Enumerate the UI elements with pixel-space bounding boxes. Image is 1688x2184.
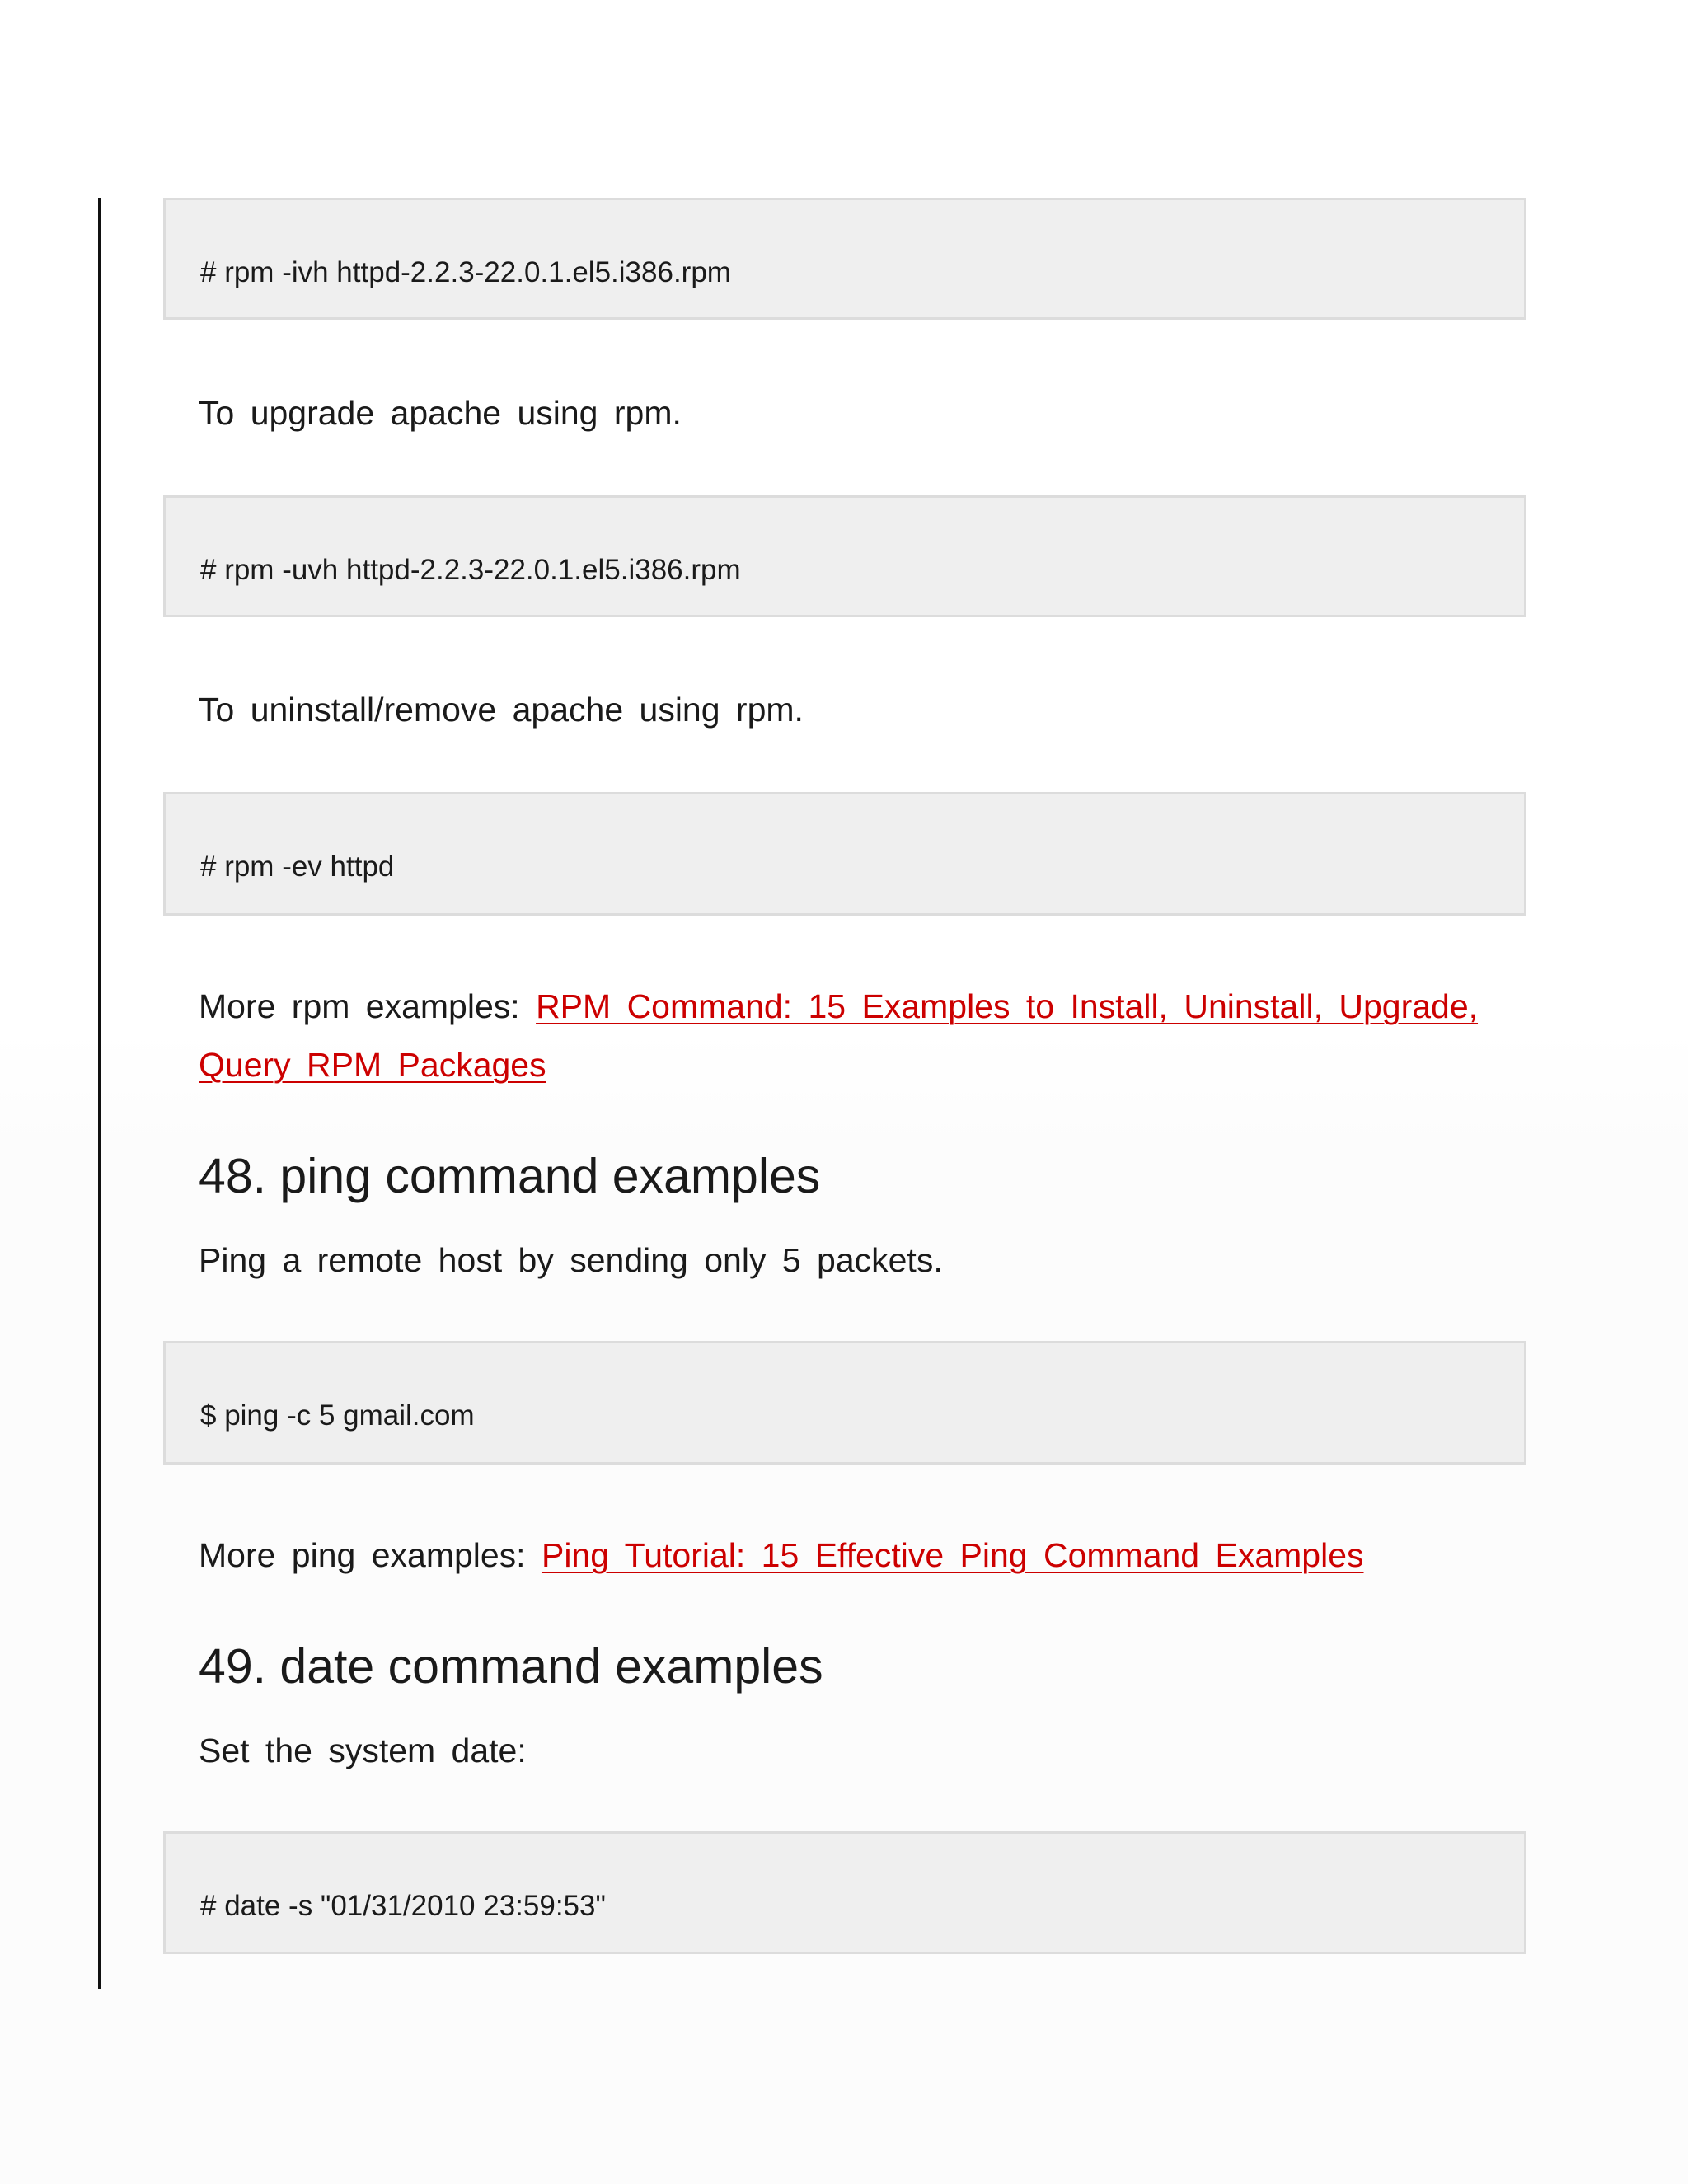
paragraph-ping-remote-host: Ping a remote host by sending only 5 packets.: [199, 1241, 943, 1279]
code-block-rpm-upgrade: [163, 495, 1526, 617]
code-block-rpm-remove: [163, 792, 1526, 916]
more-ping-prefix: More ping examples:: [199, 1536, 542, 1574]
heading-ping-command: 48. ping command examples: [199, 1149, 821, 1203]
rpm-examples-link[interactable]: RPM Command: 15 Examples to Install, Uninstall, Upgrade,: [536, 987, 1479, 1025]
paragraph-upgrade-apache: To upgrade apache using rpm.: [199, 394, 682, 432]
more-rpm-prefix: More rpm examples:: [199, 987, 537, 1025]
code-block-date: [163, 1831, 1526, 1954]
ping-examples-link[interactable]: Ping Tutorial: 15 Effective Ping Command Examples: [541, 1536, 1364, 1574]
paragraph-set-system-date: Set the system date:: [199, 1732, 527, 1769]
paragraph-more-rpm-examples: [199, 987, 1478, 1026]
code-text: # rpm -ev httpd: [200, 851, 395, 883]
paragraph-uninstall-apache: To uninstall/remove apache using rpm.: [199, 691, 804, 729]
heading-date-command: 49. date command examples: [199, 1639, 823, 1694]
paragraph-more-ping-examples: [199, 1536, 1364, 1575]
code-text: # date -s "01/31/2010 23:59:53": [200, 1890, 606, 1922]
left-vertical-rule: [98, 198, 101, 1989]
code-block-ping: [163, 1341, 1526, 1465]
code-text: $ ping -c 5 gmail.com: [200, 1399, 475, 1432]
code-block-rpm-install: [163, 198, 1526, 320]
code-text: # rpm -uvh httpd-2.2.3-22.0.1.el5.i386.rpm: [200, 554, 741, 586]
rpm-examples-link-cont[interactable]: Query RPM Packages: [199, 1046, 546, 1084]
code-text: # rpm -ivh httpd-2.2.3-22.0.1.el5.i386.rpm: [200, 256, 731, 288]
paragraph-more-rpm-examples-cont: [199, 1046, 546, 1085]
